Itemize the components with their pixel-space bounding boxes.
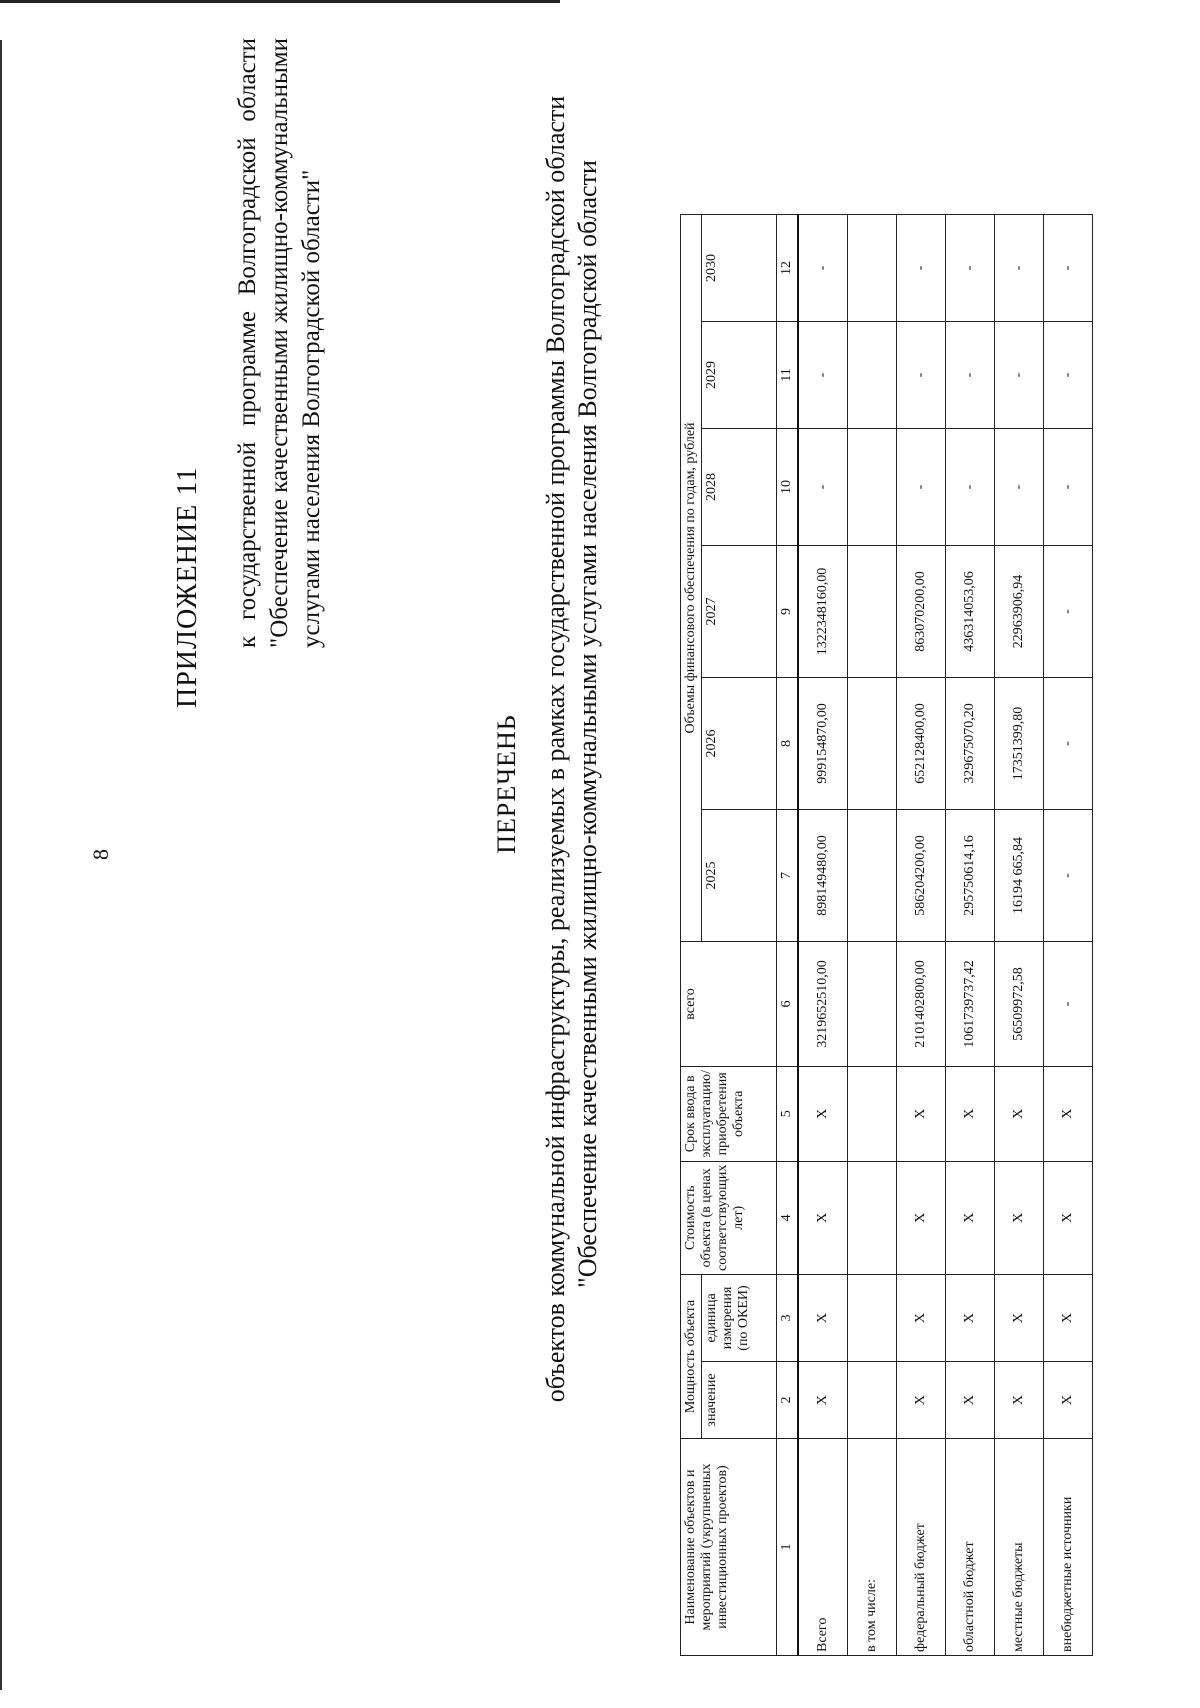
header-year-2026: 2026 (702, 677, 777, 809)
header-volumes: Объемы финансового обеспечения по годам, рублей (681, 214, 702, 941)
row-cell: X (995, 1161, 1044, 1274)
header-year-2027: 2027 (702, 545, 777, 677)
header-name: Наименование объектов и мероприятий (укрупненных инвестиционных проектов) (681, 1439, 777, 1656)
row-cell: 1322348160,00 (798, 545, 848, 677)
row-cell: - (798, 428, 848, 545)
row-cell: X (946, 1362, 995, 1439)
row-name: федеральный бюджет (897, 1439, 946, 1656)
col-number: 3 (777, 1275, 799, 1362)
table-row (897, 214, 946, 1655)
row-cell: - (1044, 809, 1093, 941)
col-number: 1 (777, 1439, 799, 1656)
row-cell: X (995, 1275, 1044, 1362)
row-name: местные бюджеты (995, 1439, 1044, 1656)
header-cost: Стоимость объекта (в ценах соответствующих лет) (681, 1161, 777, 1274)
row-cell: X (946, 1066, 995, 1161)
row-cell: X (1044, 1275, 1093, 1362)
row-name: внебюджетные источники (1044, 1439, 1093, 1656)
row-cell: - (1044, 321, 1093, 428)
row-cell: 16194 665,84 (995, 809, 1044, 941)
table-row (946, 214, 995, 1655)
row-cell: X (1044, 1362, 1093, 1439)
row-cell (848, 1362, 897, 1439)
row-name: в том числе: (848, 1439, 897, 1656)
row-cell: 295750614,16 (946, 809, 995, 941)
col-number: 10 (777, 428, 799, 545)
row-cell: - (1044, 941, 1093, 1066)
table-row (1044, 214, 1093, 1655)
col-number: 9 (777, 545, 799, 677)
row-cell: X (995, 1066, 1044, 1161)
row-cell: - (1044, 545, 1093, 677)
infrastructure-table (680, 214, 1093, 1656)
header-total: всего (681, 941, 777, 1066)
row-cell: - (995, 214, 1044, 321)
table-row (798, 214, 848, 1655)
col-number: 4 (777, 1161, 799, 1274)
row-cell: - (946, 428, 995, 545)
row-cell (848, 677, 897, 809)
row-cell: - (946, 321, 995, 428)
header-unit: единица измерения (по ОКЕИ) (702, 1275, 777, 1362)
row-cell: 17351399,80 (995, 677, 1044, 809)
column-number-row (777, 214, 799, 1655)
row-cell: X (798, 1362, 848, 1439)
row-cell: - (995, 428, 1044, 545)
col-number: 5 (777, 1066, 799, 1161)
row-cell: - (897, 214, 946, 321)
row-cell: X (995, 1362, 1044, 1439)
col-number: 6 (777, 941, 799, 1066)
row-cell (848, 1161, 897, 1274)
col-number: 11 (777, 321, 799, 428)
row-cell: X (897, 1161, 946, 1274)
row-cell (848, 545, 897, 677)
row-cell (848, 428, 897, 545)
row-cell: 436314053,06 (946, 545, 995, 677)
row-cell: - (798, 214, 848, 321)
table-row (995, 214, 1044, 1655)
row-cell: 586204200,00 (897, 809, 946, 941)
row-cell (848, 1275, 897, 1362)
col-number: 8 (777, 677, 799, 809)
document-subtitle-line-1: объектов коммунальной инфраструктуры, реализуемых в рамках государственной программы Волгоградской области (541, 95, 570, 1403)
row-cell: - (1044, 214, 1093, 321)
row-cell: - (946, 214, 995, 321)
row-cell: 1061739737,42 (946, 941, 995, 1066)
row-cell: - (995, 321, 1044, 428)
row-cell: X (897, 1275, 946, 1362)
row-cell: 22963906,94 (995, 545, 1044, 677)
header-year-2028: 2028 (702, 428, 777, 545)
page-number: 8 (88, 849, 113, 860)
row-cell: X (798, 1161, 848, 1274)
row-cell: X (798, 1066, 848, 1161)
row-cell: X (946, 1275, 995, 1362)
row-name: областной бюджет (946, 1439, 995, 1656)
row-cell: - (897, 321, 946, 428)
row-cell: 863070200,00 (897, 545, 946, 677)
row-cell: 999154870,00 (798, 677, 848, 809)
row-cell: 329675070,20 (946, 677, 995, 809)
program-reference: к государственной программе Волгоградской области "Обеспечение качественными жилищно-коммунальными услугами населения Волгоградской области" (234, 38, 325, 648)
row-cell: X (946, 1161, 995, 1274)
row-cell: - (1044, 677, 1093, 809)
col-number: 2 (777, 1362, 799, 1439)
row-cell: 56509972,58 (995, 941, 1044, 1066)
table-row (848, 214, 897, 1655)
appendix-heading: ПРИЛОЖЕНИЕ 11 (172, 466, 203, 708)
row-cell: 2101402800,00 (897, 941, 946, 1066)
col-number: 12 (777, 214, 799, 321)
row-cell (848, 321, 897, 428)
col-number: 7 (777, 809, 799, 941)
row-cell: 3219652510,00 (798, 941, 848, 1066)
row-cell: 652128400,00 (897, 677, 946, 809)
row-name: Всего (798, 1439, 848, 1656)
row-cell: - (798, 321, 848, 428)
row-cell: X (897, 1362, 946, 1439)
row-cell (848, 1066, 897, 1161)
document-subtitle-line-2: "Обеспечение качественными жилищно-коммунальными услугами населения Волгоградской области (573, 160, 602, 1288)
table-body (798, 214, 1093, 1655)
row-cell: - (897, 428, 946, 545)
row-cell: 898149480,00 (798, 809, 848, 941)
header-capacity: Мощность объекта (681, 1275, 702, 1439)
header-year-2029: 2029 (702, 321, 777, 428)
row-cell (848, 941, 897, 1066)
header-term: Срок ввода в эксплуатацию/приобретения объекта (681, 1066, 777, 1161)
row-cell: X (1044, 1066, 1093, 1161)
document-title-block (492, 0, 604, 1708)
row-cell (848, 214, 897, 321)
header-value: значение (702, 1362, 777, 1439)
header-year-2030: 2030 (702, 214, 777, 321)
row-cell: X (1044, 1161, 1093, 1274)
row-cell: X (798, 1275, 848, 1362)
row-cell: - (1044, 428, 1093, 545)
row-cell: X (897, 1066, 946, 1161)
row-cell (848, 809, 897, 941)
document-title: ПЕРЕЧЕНЬ (492, 714, 521, 854)
header-year-2025: 2025 (702, 809, 777, 941)
